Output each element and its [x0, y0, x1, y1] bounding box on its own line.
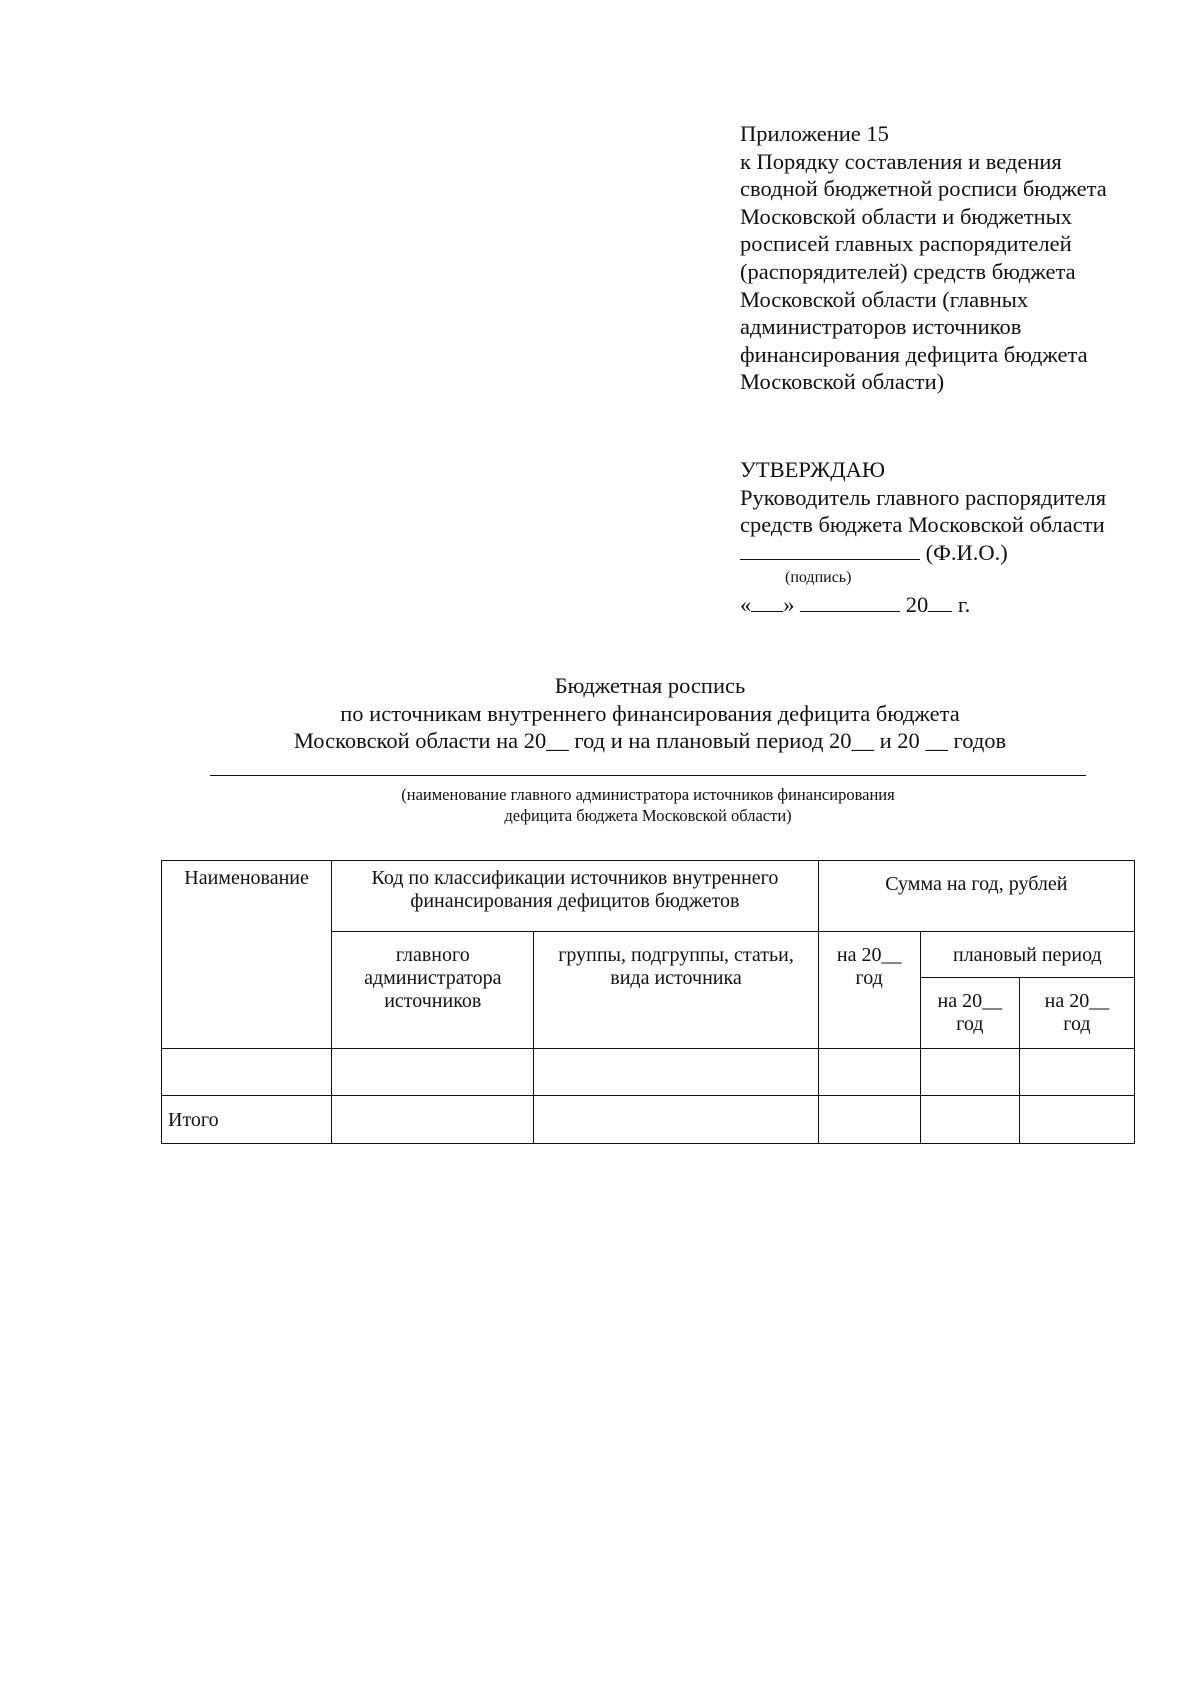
signature-caption: (подпись): [785, 568, 852, 586]
header-plan-period: плановый период: [920, 932, 1134, 978]
appendix-line: Приложение 15: [740, 121, 889, 146]
year-blank: [928, 591, 952, 612]
year-suffix: г.: [957, 591, 971, 617]
appendix-line: финансирования дефицита бюджета: [740, 341, 1088, 367]
header-sum: Сумма на год, рублей: [818, 861, 1134, 932]
cell-plan-year-2: [1019, 1049, 1134, 1096]
date-open-quote: «: [740, 591, 752, 617]
header-code: Код по классификации источников внутреннего финансирования дефицитов бюджетов: [332, 861, 818, 932]
name-label: (Ф.И.О.): [925, 539, 1008, 565]
appendix-block: [740, 120, 1160, 396]
approval-position-line: средств бюджета Московской области: [740, 512, 1105, 538]
total-row: [162, 1096, 1135, 1144]
appendix-line: (распорядителей) средств бюджета: [740, 258, 1076, 284]
month-blank: [800, 591, 900, 612]
administrator-name-underline: [210, 775, 1086, 776]
cell-group: [534, 1049, 818, 1096]
cell-name: [162, 1049, 332, 1096]
appendix-line: сводной бюджетной росписи бюджета: [740, 176, 1107, 202]
signature-blank: [740, 539, 920, 560]
total-cell: [332, 1096, 534, 1144]
cell-year: [818, 1049, 920, 1096]
header-year: на 20__ год: [818, 932, 920, 1049]
approval-block: [740, 456, 1170, 618]
caption-line: (наименование главного администратора источников финансирования: [401, 785, 895, 804]
approval-heading: УТВЕРЖДАЮ: [740, 457, 886, 482]
header-plan-year-1: на 20__ год: [920, 978, 1019, 1049]
signature-row: [740, 539, 1170, 567]
total-cell: [534, 1096, 818, 1144]
appendix-line: Московской области (главных: [740, 286, 1029, 312]
document-title: [160, 672, 1140, 755]
year-prefix: 20: [905, 591, 929, 617]
cell-admin: [332, 1049, 534, 1096]
header-admin: главного администратора источников: [332, 932, 534, 1049]
title-line: по источникам внутреннего финансирования дефицита бюджета: [340, 700, 960, 726]
appendix-line: администраторов источников: [740, 314, 1022, 340]
header-group: группы, подгруппы, статьи, вида источника: [534, 932, 818, 1049]
total-cell: [1019, 1096, 1134, 1144]
date-row: [740, 591, 1170, 619]
cell-plan-year-1: [920, 1049, 1019, 1096]
header-name: Наименование: [162, 861, 332, 1049]
title-line: Бюджетная роспись: [554, 673, 746, 698]
budget-table: [161, 860, 1135, 1144]
appendix-line: росписей главных распорядителей: [740, 231, 1072, 257]
administrator-caption: [200, 784, 1096, 826]
appendix-line: к Порядку составления и ведения: [740, 148, 1062, 174]
title-line: Московской области на 20__ год и на плановый период 20__ и 20 __ годов: [293, 728, 1007, 754]
total-cell: [818, 1096, 920, 1144]
header-plan-year-2: на 20__ год: [1019, 978, 1134, 1049]
date-close-quote: »: [783, 591, 795, 617]
caption-line: дефицита бюджета Московской области): [504, 806, 792, 825]
day-blank: [751, 591, 783, 612]
appendix-line: Московской области): [740, 369, 945, 395]
table-row: [162, 1049, 1135, 1096]
total-label: Итого: [162, 1096, 332, 1144]
total-cell: [920, 1096, 1019, 1144]
approval-position-line: Руководитель главного распорядителя: [740, 484, 1107, 510]
appendix-line: Московской области и бюджетных: [740, 203, 1073, 229]
